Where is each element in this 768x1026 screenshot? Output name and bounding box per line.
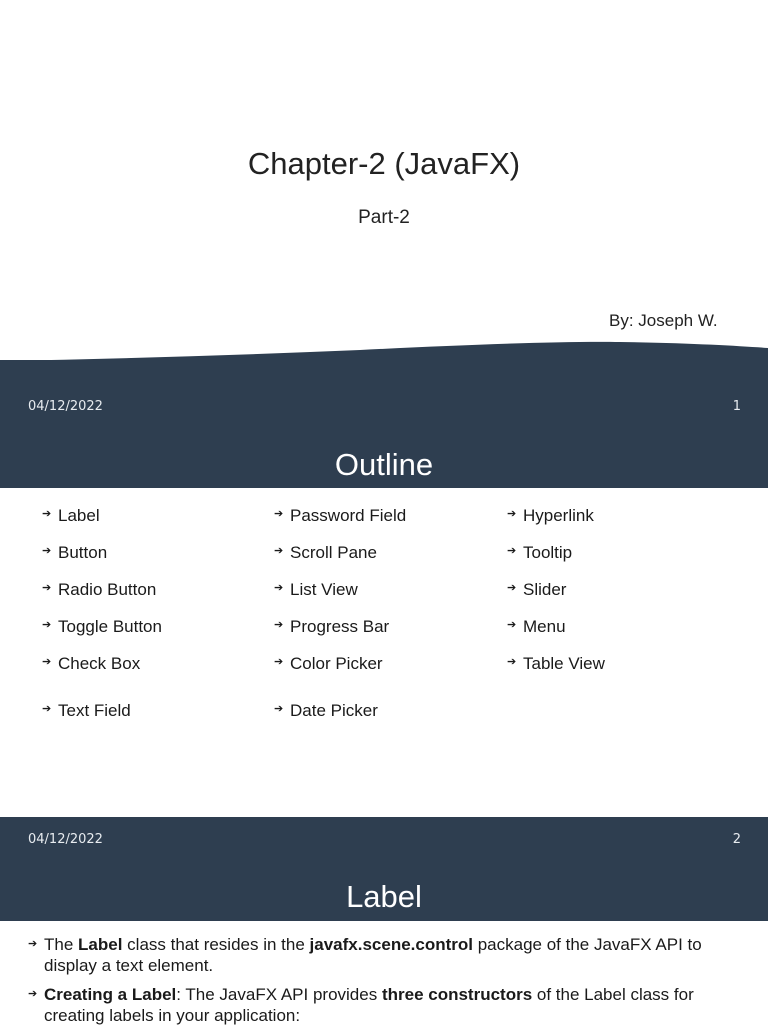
list-item bbox=[42, 506, 100, 526]
list-item-label: Label bbox=[58, 506, 100, 525]
list-item-label: List View bbox=[290, 580, 358, 599]
arrow-bullet-icon: ➔ bbox=[507, 656, 517, 668]
arrow-bullet-icon: ➔ bbox=[274, 582, 284, 594]
bold-text-run: Creating a Label bbox=[44, 985, 177, 1004]
bold-text-run: javafx.scene.control bbox=[309, 935, 473, 954]
list-item-label: Color Picker bbox=[290, 654, 383, 673]
arrow-bullet-icon: ➔ bbox=[42, 582, 52, 594]
arrow-bullet-icon: ➔ bbox=[42, 619, 52, 631]
list-item-label: Slider bbox=[523, 580, 567, 599]
slide-date: 04/12/2022 bbox=[28, 399, 103, 414]
slide-page-number: 2 bbox=[732, 832, 741, 847]
text-run: class that resides in the bbox=[122, 935, 310, 954]
list-item bbox=[274, 580, 358, 600]
list-item bbox=[42, 580, 157, 600]
slide-header-band bbox=[0, 817, 768, 921]
list-item bbox=[274, 506, 407, 526]
slide-title: Chapter-2 (JavaFX) bbox=[247, 146, 521, 181]
list-item bbox=[507, 543, 573, 563]
bold-text-run: Label bbox=[78, 935, 123, 954]
list-item-label: Toggle Button bbox=[58, 617, 162, 636]
list-item-label: Table View bbox=[523, 654, 605, 673]
list-item bbox=[507, 580, 567, 600]
slide-subtitle: Part-2 bbox=[358, 207, 410, 228]
list-item-label: Hyperlink bbox=[523, 506, 594, 525]
arrow-bullet-icon: ➔ bbox=[274, 545, 284, 557]
text-run: of the Label class for creating labels in your application: bbox=[44, 985, 694, 1025]
bold-text-run: three constructors bbox=[381, 985, 533, 1004]
title-slide bbox=[0, 0, 768, 390]
slide-page-number: 1 bbox=[732, 399, 741, 414]
bullet-paragraph bbox=[28, 984, 744, 1026]
arrow-bullet-icon: ➔ bbox=[507, 545, 517, 557]
slide-header-band bbox=[0, 360, 768, 488]
list-item bbox=[42, 654, 141, 674]
arrow-bullet-icon: ➔ bbox=[274, 703, 284, 715]
list-item-label: Menu bbox=[523, 617, 566, 636]
list-item bbox=[507, 654, 605, 674]
list-item bbox=[274, 617, 390, 637]
text-run: : The JavaFX API provides bbox=[176, 985, 382, 1004]
arrow-bullet-icon: ➔ bbox=[274, 656, 284, 668]
list-item-label: Scroll Pane bbox=[290, 543, 377, 562]
label-slide-body bbox=[0, 921, 768, 1024]
list-item-label: Progress Bar bbox=[290, 617, 390, 636]
arrow-bullet-icon: ➔ bbox=[42, 508, 52, 520]
arrow-bullet-icon: ➔ bbox=[274, 508, 284, 520]
list-item bbox=[42, 617, 162, 637]
list-item bbox=[507, 617, 566, 637]
arrow-bullet-icon: ➔ bbox=[42, 703, 52, 715]
list-item bbox=[274, 543, 377, 563]
bullet-paragraph bbox=[28, 934, 744, 976]
text-run: package of the JavaFX API to display a text element. bbox=[44, 935, 702, 975]
text-run: The bbox=[44, 935, 79, 954]
list-item-label: Radio Button bbox=[58, 580, 157, 599]
list-item bbox=[42, 543, 108, 563]
arrow-bullet-icon: ➔ bbox=[42, 545, 52, 557]
list-item-label: Tooltip bbox=[523, 543, 573, 562]
list-item-label: Password Field bbox=[290, 506, 407, 525]
arrow-bullet-icon: ➔ bbox=[507, 582, 517, 594]
author-credit: By: Joseph W. bbox=[609, 311, 718, 330]
arrow-bullet-icon: ➔ bbox=[42, 656, 52, 668]
list-item-label: Text Field bbox=[58, 701, 131, 720]
arrow-bullet-icon: ➔ bbox=[507, 619, 517, 631]
label-slide-title: Label bbox=[346, 879, 422, 914]
list-item-label: Date Picker bbox=[290, 701, 378, 720]
arrow-bullet-icon: ➔ bbox=[28, 988, 38, 1000]
arrow-bullet-icon: ➔ bbox=[28, 938, 38, 950]
list-item-label: Check Box bbox=[58, 654, 141, 673]
slide-date: 04/12/2022 bbox=[28, 832, 103, 847]
list-item bbox=[42, 701, 131, 721]
wave-divider bbox=[0, 335, 768, 365]
list-item bbox=[274, 701, 378, 721]
list-item bbox=[274, 654, 383, 674]
arrow-bullet-icon: ➔ bbox=[274, 619, 284, 631]
outline-title: Outline bbox=[334, 447, 434, 482]
list-item-label: Button bbox=[58, 543, 108, 562]
arrow-bullet-icon: ➔ bbox=[507, 508, 517, 520]
list-item bbox=[507, 506, 594, 526]
